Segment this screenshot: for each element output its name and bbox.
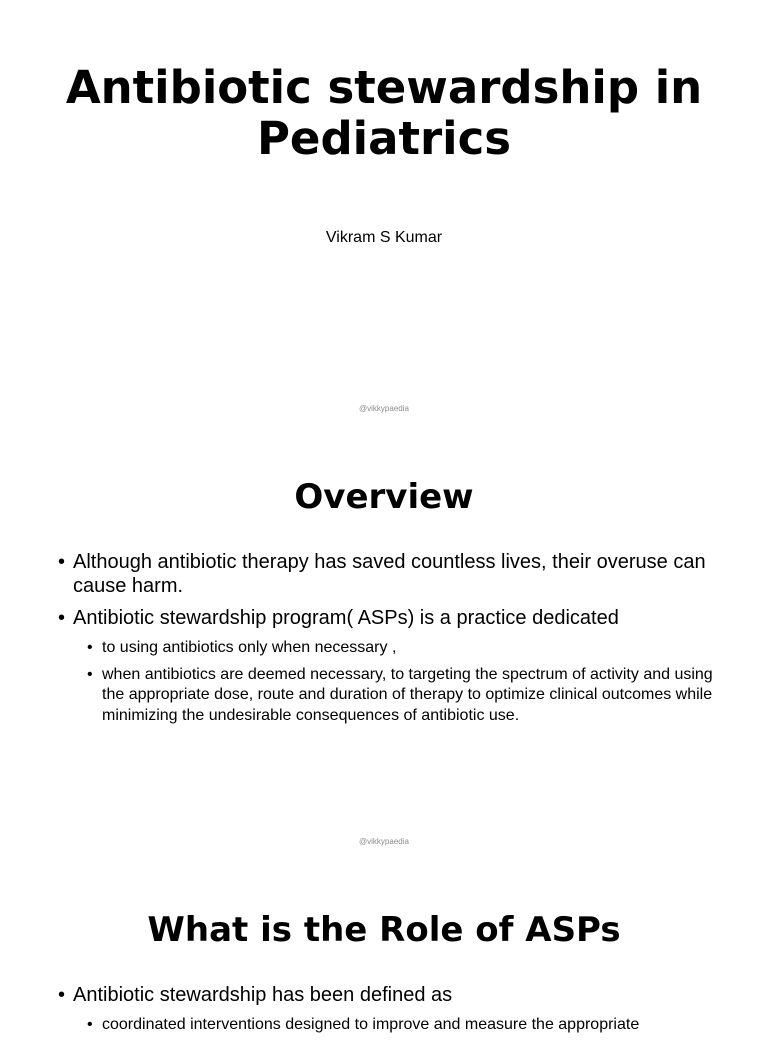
bullet-marker: • bbox=[87, 665, 93, 683]
bullet-item bbox=[58, 983, 718, 1007]
slide-body bbox=[58, 550, 718, 732]
bullet-marker: • bbox=[58, 607, 66, 629]
bullet-marker: • bbox=[87, 1016, 93, 1033]
bullet-text: Although antibiotic therapy has saved countless lives, their overuse can cause harm. bbox=[73, 551, 706, 597]
sub-bullet-text: coordinated interventions designed to improve and measure the appropriate bbox=[102, 1016, 640, 1033]
slide-title: Overview bbox=[294, 477, 474, 517]
sub-bullet-item bbox=[87, 665, 718, 727]
bullet-text: Antibiotic stewardship program( ASPs) is a practice dedicated bbox=[73, 607, 619, 629]
bullet-marker: • bbox=[87, 639, 93, 656]
bullet-marker: • bbox=[58, 984, 66, 1006]
slide-body bbox=[58, 983, 718, 1042]
bullet-text: Antibiotic stewardship has been defined as bbox=[73, 984, 453, 1006]
slide-overview bbox=[0, 433, 768, 865]
bullet-item bbox=[58, 550, 718, 598]
slide-title: What is the Role of ASPs bbox=[147, 910, 621, 950]
slide-footer: @vikkypaedia bbox=[359, 404, 409, 413]
presentation-title: Antibiotic stewardship in Pediatrics bbox=[65, 61, 703, 165]
slide-title-page bbox=[0, 0, 768, 432]
bullet-marker: • bbox=[58, 551, 66, 573]
sub-bullet-text: to using antibiotics only when necessary , bbox=[102, 639, 397, 656]
author-name: Vikram S Kumar bbox=[325, 229, 443, 246]
slide-footer: @vikkypaedia bbox=[359, 837, 409, 846]
sub-bullet-item bbox=[87, 638, 718, 659]
sub-bullet-item bbox=[87, 1015, 718, 1036]
slide-role-of-asps bbox=[0, 866, 768, 1033]
sub-bullet-text: when antibiotics are deemed necessary, to targeting the spectrum of activity and using the appropriate dose, route and duration of therapy to optimize clinical outcomes while minimizing the undesirable consequences of antibiotic use. bbox=[102, 665, 713, 724]
bullet-item bbox=[58, 606, 718, 630]
